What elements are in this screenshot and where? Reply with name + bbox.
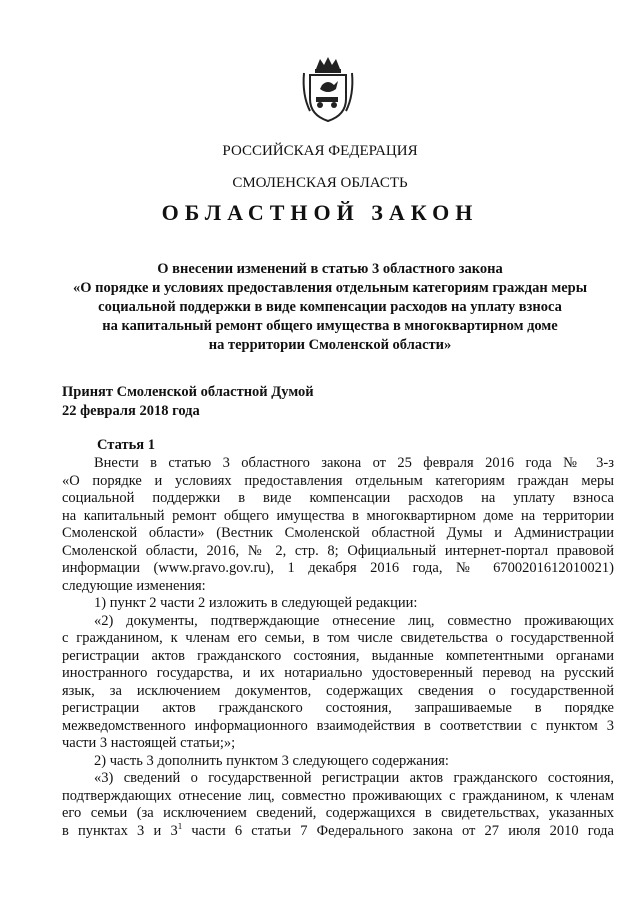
body-line: регистрации актов гражданского состояния, запрашиваемые в порядке [62, 700, 614, 716]
body-line: иностранного государства, и их нотариально удостоверенный перевод на русский [62, 665, 614, 681]
body-line: межведомственного информационного взаимодействия в соответствии с пунктом 3 [62, 717, 614, 734]
body-line-with-superscript [62, 823, 614, 841]
article-body [62, 455, 614, 840]
body-line: с гражданином, к членам его семьи, в том числе свидетельства о государственной [62, 630, 614, 646]
article-heading: Статья 1 [97, 437, 155, 453]
body-line: «2) документы, подтверждающие отнесение лиц, совместно проживающих [94, 612, 614, 629]
body-line: информации (www.pravo.gov.ru), 1 декабря 2016 года, № 6700201612010021) [62, 560, 614, 576]
list-item-1: 1) пункт 2 части 2 изложить в следующей редакции: [94, 595, 418, 611]
body-line: его семьи (за исключением сведений, содержащихся в свидетельствах, указанных [62, 805, 614, 821]
title-line: «О порядке и условиях предоставления отдельным категориям граждан меры [72, 280, 588, 296]
adoption-body: Принят Смоленской областной Думой [62, 384, 314, 400]
body-line: Смоленской области» (Вестник Смоленской областной Думы и Администрации [62, 525, 614, 541]
body-line: на капитальный ремонт общего имущества в многоквартирном доме на территории [62, 507, 614, 524]
country-name: РОССИЙСКАЯ ФЕДЕРАЦИЯ [222, 143, 418, 159]
law-title [40, 260, 620, 355]
body-text: части 6 статьи 7 Федерального закона от 27 июля 2010 года [182, 822, 614, 839]
title-line: О внесении изменений в статью 3 областного закона [157, 261, 503, 277]
body-line: регистрации актов гражданского состояния, выданные компетентными органами [62, 647, 614, 664]
body-line: язык, за исключением документов, содержащих сведения о государственной [62, 682, 614, 699]
body-line: подтверждающих отнесение лиц, совместно проживающих с гражданином, к членам [62, 787, 614, 804]
document-type: ОБЛАСТНОЙ ЗАКОН [161, 200, 479, 225]
body-line: Внести в статью 3 областного закона от 25 февраля 2016 года № 3-з [94, 455, 614, 471]
title-line: на территории Смоленской области» [208, 337, 452, 353]
superscript: 1 [177, 822, 183, 831]
body-line: Смоленской области, 2016, № 2, стр. 8; Официальный интернет-портал правовой [62, 542, 614, 559]
coat-of-arms-emblem [300, 55, 356, 125]
body-text: в пунктах 3 и 3 [62, 822, 178, 839]
title-line: на капитальный ремонт общего имущества в многоквартирном доме [102, 318, 558, 334]
body-line: «3) сведений о государственной регистрации актов гражданского состояния, [94, 770, 614, 786]
title-line: социальной поддержки в виде компенсации расходов на уплату взноса [98, 299, 562, 315]
list-item-2: 2) часть 3 дополнить пунктом 3 следующего содержания: [94, 752, 449, 769]
body-line: части 3 настоящей статьи;»; [62, 735, 236, 751]
body-line: следующие изменения: [62, 577, 206, 594]
region-name: СМОЛЕНСКАЯ ОБЛАСТЬ [232, 175, 408, 191]
adoption-date: 22 февраля 2018 года [62, 403, 200, 419]
adoption-info [62, 383, 314, 421]
body-line: «О порядке и условиях предоставления отдельным категориям граждан меры [62, 472, 614, 489]
body-line: социальной поддержки в виде компенсации расходов на уплату взноса [62, 490, 614, 506]
